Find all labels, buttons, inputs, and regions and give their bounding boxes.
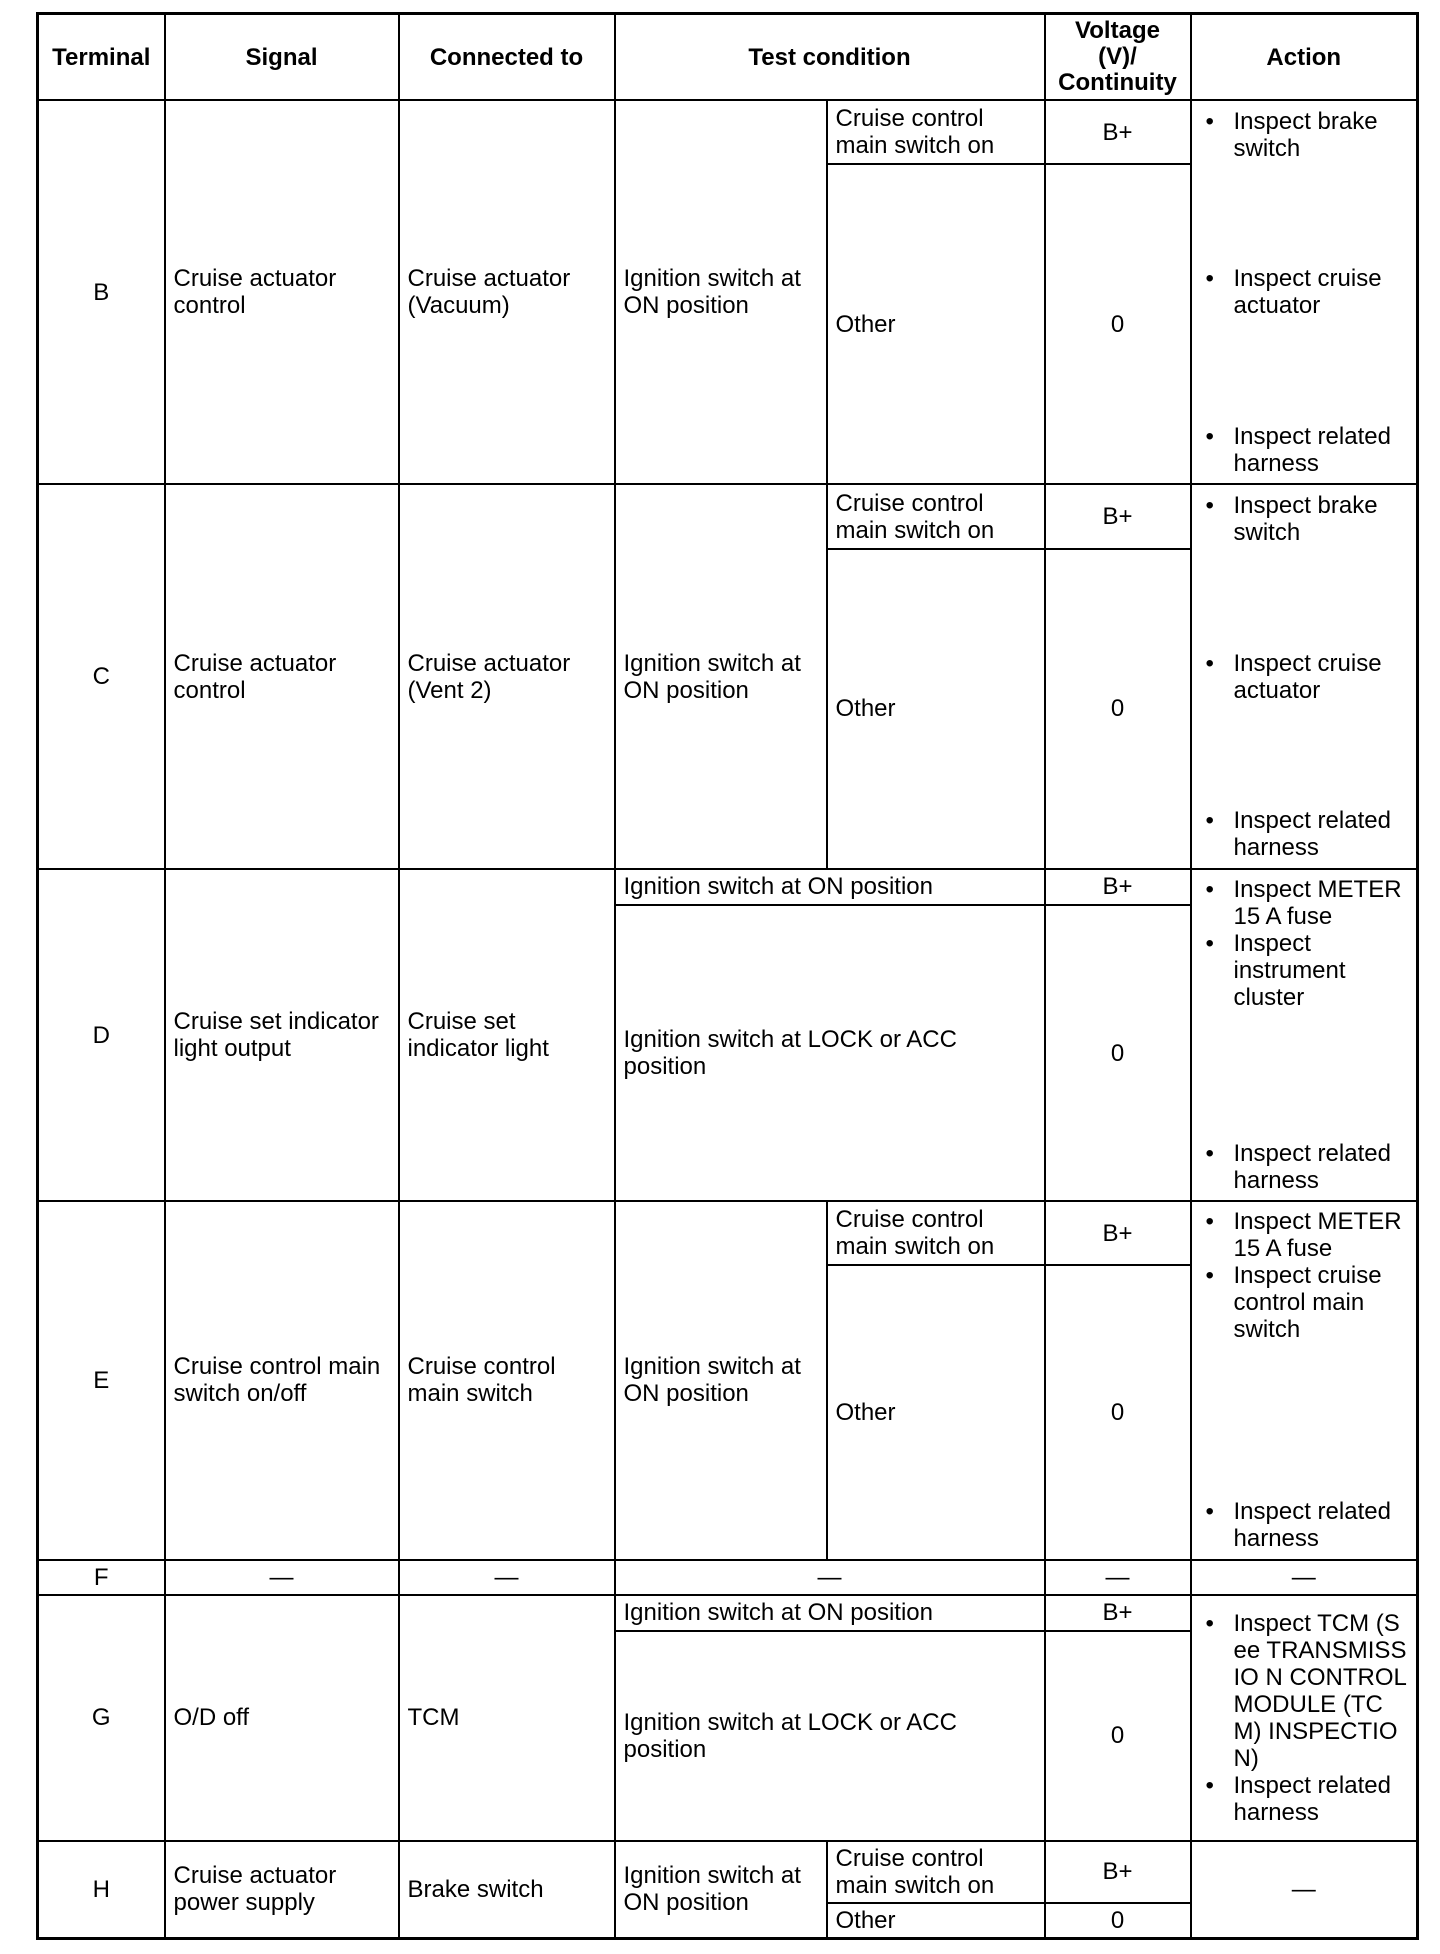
signal-c: Cruise actuator control (165, 484, 399, 868)
action-item: • Inspect related harness (1200, 807, 1409, 861)
test-condition-f: — (615, 1560, 1045, 1595)
action-item: • Inspect METER 15 A fuse (1200, 876, 1409, 930)
terminal-c: C (38, 484, 165, 868)
connected-to-b: Cruise actuator (Vacuum) (399, 100, 615, 484)
action-item: • Inspect METER 15 A fuse (1200, 1208, 1409, 1262)
voltage-d-1: B+ (1045, 869, 1191, 905)
action-b (1191, 100, 1418, 484)
voltage-f: — (1045, 1560, 1191, 1595)
action-list-d-top (1200, 876, 1409, 1011)
voltage-g-1: B+ (1045, 1595, 1191, 1631)
terminal-h: H (38, 1841, 165, 1939)
connected-to-h: Brake switch (399, 1841, 615, 1939)
table-row (38, 1201, 1418, 1265)
test-condition-b: Ignition switch at ON position (615, 100, 827, 484)
action-wrap-e (1200, 1208, 1409, 1552)
terminal-g: G (38, 1595, 165, 1841)
connected-to-f: — (399, 1560, 615, 1595)
voltage-c-1: B+ (1045, 484, 1191, 548)
signal-f: — (165, 1560, 399, 1595)
header-terminal: Terminal (38, 14, 165, 101)
terminal-f: F (38, 1560, 165, 1595)
action-item: • Inspect brake switch (1200, 492, 1409, 546)
test-condition-g-2: Ignition switch at LOCK or ACC position (615, 1631, 1045, 1841)
test-condition-c: Ignition switch at ON position (615, 484, 827, 868)
voltage-e-1: B+ (1045, 1201, 1191, 1265)
action-e (1191, 1201, 1418, 1559)
connected-to-g: TCM (399, 1595, 615, 1841)
table-row (38, 869, 1418, 905)
action-item: • Inspect related harness (1200, 423, 1409, 477)
voltage-h-1: B+ (1045, 1841, 1191, 1903)
header-signal: Signal (165, 14, 399, 101)
action-item: • Inspect cruise control main switch (1200, 1262, 1409, 1343)
test-condition-d-1: Ignition switch at ON position (615, 869, 1045, 905)
action-list-e-top (1200, 1208, 1409, 1343)
terminal-b: B (38, 100, 165, 484)
action-d (1191, 869, 1418, 1201)
test-condition-e: Ignition switch at ON position (615, 1201, 827, 1559)
test-condition-d-2: Ignition switch at LOCK or ACC position (615, 905, 1045, 1201)
sub-condition-h-2: Other (827, 1903, 1045, 1939)
action-item: • Inspect related harness (1200, 1140, 1409, 1194)
action-h: — (1191, 1841, 1418, 1939)
connected-to-d: Cruise set indicator light (399, 869, 615, 1201)
test-condition-h: Ignition switch at ON position (615, 1841, 827, 1939)
signal-g: O/D off (165, 1595, 399, 1841)
action-item: • Inspect cruise actuator (1200, 650, 1409, 704)
action-item: • Inspect instrument cluster (1200, 930, 1409, 1011)
header-row (38, 14, 1418, 101)
voltage-g-2: 0 (1045, 1631, 1191, 1841)
action-g (1191, 1595, 1418, 1841)
sub-condition-e-2: Other (827, 1265, 1045, 1559)
voltage-b-2: 0 (1045, 164, 1191, 484)
header-connected-to: Connected to (399, 14, 615, 101)
table-row (38, 1560, 1418, 1595)
voltage-d-2: 0 (1045, 905, 1191, 1201)
action-item: • Inspect related harness (1200, 1772, 1409, 1826)
sub-condition-b-2: Other (827, 164, 1045, 484)
sub-condition-h-1: Cruise control main switch on (827, 1841, 1045, 1903)
sub-condition-c-1: Cruise control main switch on (827, 484, 1045, 548)
signal-b: Cruise actuator control (165, 100, 399, 484)
action-item: • Inspect related harness (1200, 1498, 1409, 1552)
terminal-inspection-table (36, 12, 1419, 1940)
table-row (38, 100, 1418, 164)
signal-h: Cruise actuator power supply (165, 1841, 399, 1939)
action-c (1191, 484, 1418, 868)
action-item: • Inspect brake switch (1200, 108, 1409, 162)
action-list-b (1200, 108, 1409, 477)
action-list-d-bottom (1200, 1140, 1409, 1194)
header-action: Action (1191, 14, 1418, 101)
terminal-e: E (38, 1201, 165, 1559)
voltage-e-2: 0 (1045, 1265, 1191, 1559)
terminal-d: D (38, 869, 165, 1201)
header-test-condition: Test condition (615, 14, 1045, 101)
action-wrap-d (1200, 876, 1409, 1194)
action-list-g (1200, 1610, 1409, 1826)
sub-condition-e-1: Cruise control main switch on (827, 1201, 1045, 1265)
voltage-c-2: 0 (1045, 549, 1191, 869)
sub-condition-b-1: Cruise control main switch on (827, 100, 1045, 164)
header-voltage: Voltage (V)/ Continuity (1045, 14, 1191, 101)
signal-d: Cruise set indicator light output (165, 869, 399, 1201)
test-condition-g-1: Ignition switch at ON position (615, 1595, 1045, 1631)
action-list-c (1200, 492, 1409, 861)
action-list-e-bottom (1200, 1498, 1409, 1552)
signal-e: Cruise control main switch on/off (165, 1201, 399, 1559)
sub-condition-c-2: Other (827, 549, 1045, 869)
voltage-b-1: B+ (1045, 100, 1191, 164)
table-row (38, 1595, 1418, 1631)
voltage-h-2: 0 (1045, 1903, 1191, 1939)
action-f: — (1191, 1560, 1418, 1595)
connected-to-e: Cruise control main switch (399, 1201, 615, 1559)
connected-to-c: Cruise actuator (Vent 2) (399, 484, 615, 868)
action-item: • Inspect cruise actuator (1200, 265, 1409, 319)
table-row (38, 1841, 1418, 1903)
action-item: • Inspect TCM (See TRANSMISSIO N CONTROL MODULE (TCM) INSPECTION) (1200, 1610, 1409, 1772)
table-row (38, 484, 1418, 548)
